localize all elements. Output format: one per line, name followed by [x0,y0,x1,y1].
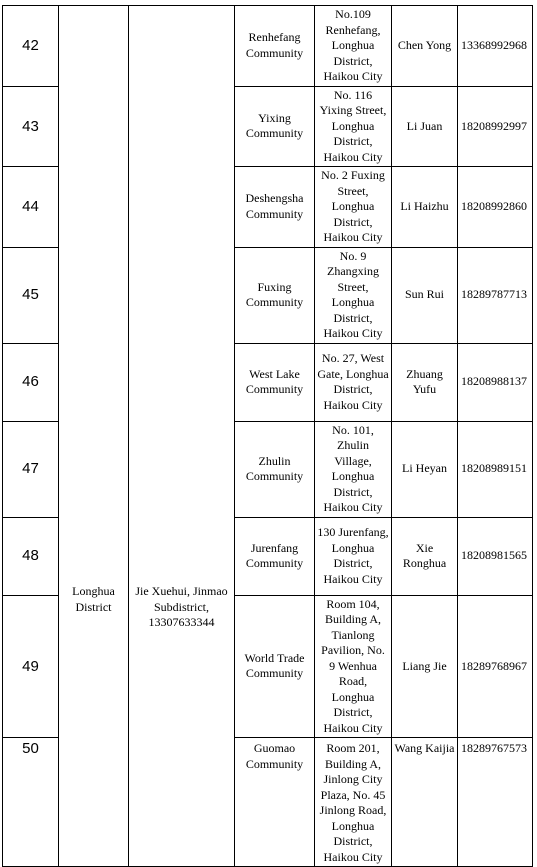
community-name: West Lake Community [235,343,315,421]
contact-phone: 18208988137 [458,343,533,421]
contact-phone: 13368992968 [458,6,533,87]
contact-phone: 18208981565 [458,517,533,595]
contact-person: Xie Ronghua [392,517,458,595]
subdistrict-contact-cell [129,6,235,867]
subdistrict-contact: Jie Xuehui, Jinmao Subdistrict, 13307633344 [135,584,228,629]
row-number: 47 [3,421,59,517]
contact-person: Wang Kaijia [392,738,458,867]
table-row [3,6,533,87]
row-number: 45 [3,247,59,343]
community-address: No. 2 Fuxing Street, Longhua District, Haikou City [315,167,392,248]
row-number: 44 [3,167,59,248]
community-name: Jurenfang Community [235,517,315,595]
contact-person: Sun Rui [392,247,458,343]
community-address: 130 Jurenfang, Longhua District, Haikou City [315,517,392,595]
contact-person: Chen Yong [392,6,458,87]
community-name: Deshengsha Community [235,167,315,248]
contact-phone: 18208989151 [458,421,533,517]
row-number: 42 [3,6,59,87]
contact-person: Li Juan [392,86,458,167]
row-number: 49 [3,595,59,738]
community-name: Zhulin Community [235,421,315,517]
row-number: 48 [3,517,59,595]
community-name: Renhefang Community [235,6,315,87]
row-number: 46 [3,343,59,421]
community-address: No. 9 Zhangxing Street, Longhua District, Haikou City [315,247,392,343]
community-contact-table [2,5,533,867]
row-number: 43 [3,86,59,167]
community-name: Fuxing Community [235,247,315,343]
contact-phone: 18208992997 [458,86,533,167]
contact-person: Li Heyan [392,421,458,517]
district-cell [59,6,129,867]
community-address: Room 104, Building A, Tianlong Pavilion, No. 9 Wenhua Road, Longhua District, Haikou City [315,595,392,738]
community-name: World Trade Community [235,595,315,738]
community-address: Room 201, Building A, Jinlong City Plaza, No. 45 Jinlong Road, Longhua District, Haikou City [315,738,392,867]
community-name: Guomao Community [235,738,315,867]
community-name: Yixing Community [235,86,315,167]
contact-phone: 18289768967 [458,595,533,738]
community-address: No.109 Renhefang, Longhua District, Haikou City [315,6,392,87]
contact-person: Zhuang Yufu [392,343,458,421]
contact-phone: 18289767573 [458,738,533,867]
contact-phone: 18289787713 [458,247,533,343]
community-address: No. 116 Yixing Street, Longhua District, Haikou City [315,86,392,167]
contact-person: Liang Jie [392,595,458,738]
contact-person: Li Haizhu [392,167,458,248]
district-name: Longhua District [72,584,115,614]
row-number: 50 [3,738,59,867]
contact-phone: 18208992860 [458,167,533,248]
community-address: No. 27, West Gate, Longhua District, Haikou City [315,343,392,421]
community-address: No. 101, Zhulin Village, Longhua District, Haikou City [315,421,392,517]
